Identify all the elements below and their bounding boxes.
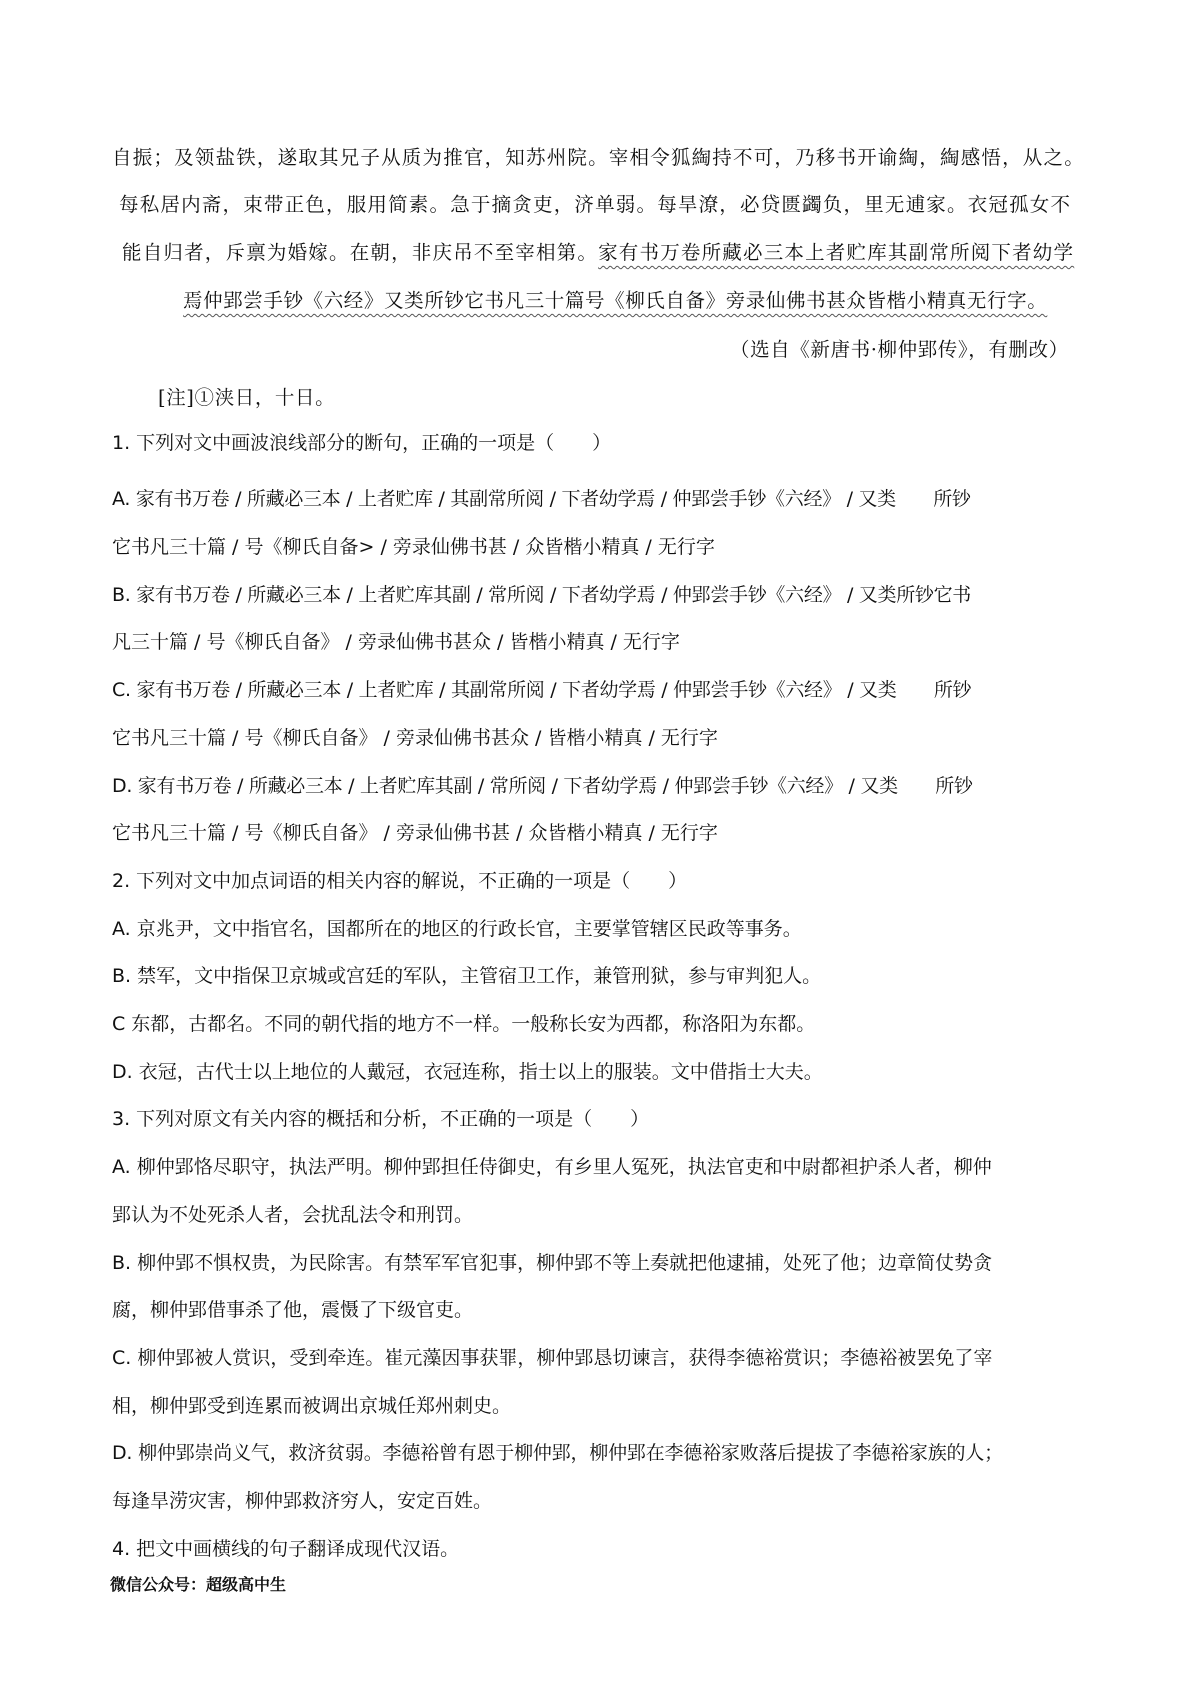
q2-option-a: A. 京兆尹，文中指官名，国都所在的地区的行政长官，主要掌管辖区民政等事务。 bbox=[112, 918, 802, 940]
q2-option-c: C 东都，古都名。不同的朝代指的地方不一样。一般称长安为西都，称洛阳为东都。 bbox=[112, 1013, 816, 1035]
q1-option-a-line1: A. 家有书万卷 / 所藏必三本 / 上者贮库 / 其副常所阅 / 下者幼学焉 / 仲郢尝手钞《六经》 / 又类 所钞 bbox=[112, 488, 971, 510]
q1-option-c-line2: 它书凡三十篇 / 号《柳氏自备》 / 旁录仙佛书甚众 / 皆楷小精真 / 无行字 bbox=[112, 727, 718, 749]
q3-option-a-line2: 郢认为不处死杀人者，会扰乱法令和刑罚。 bbox=[112, 1204, 474, 1226]
q3-option-b-line2: 腐，柳仲郢借事杀了他，震慑了下级官吏。 bbox=[112, 1299, 474, 1321]
q3-option-c-line1: C. 柳仲郢被人赏识，受到牵连。崔元藻因事获罪，柳仲郢恳切谏言，获得李德裕赏识；李德裕被罢免了宰 bbox=[112, 1347, 993, 1369]
q1-stem: 1. 下列对文中画波浪线部分的断句，正确的一项是（ ） bbox=[112, 432, 612, 454]
q1-option-b-line1: B. 家有书万卷 / 所藏必三本 / 上者贮库其副 / 常所阅 / 下者幼学焉 / 仲郢尝手钞《六经》 / 又类所钞它书 bbox=[112, 584, 971, 606]
q1-option-d-line1: D. 家有书万卷 / 所藏必三本 / 上者贮库其副 / 常所阅 / 下者幼学焉 / 仲郢尝手钞《六经》 / 又类 所钞 bbox=[112, 775, 973, 797]
q2-stem: 2. 下列对文中加点词语的相关内容的解说，不正确的一项是（ ） bbox=[112, 870, 688, 892]
q3-option-d-line2: 每逢旱涝灾害，柳仲郢救济穷人，安定百姓。 bbox=[112, 1490, 493, 1512]
wavy-underlined-text: 家有书万卷所藏必三本上者贮库其副常所阅下者幼学 bbox=[598, 241, 1075, 264]
q1-option-c-line1: C. 家有书万卷 / 所藏必三本 / 上者贮库 / 其副常所阅 / 下者幼学焉 / 仲郢尝手钞《六经》 / 又类 所钞 bbox=[112, 679, 972, 701]
q3-option-b-line1: B. 柳仲郢不惧权贵，为民除害。有禁军军官犯事，柳仲郢不等上奏就把他逮捕，处死了他；边章简仗势贪 bbox=[112, 1252, 993, 1274]
passage-line-3-plain: 能自归者，斥禀为婚嫁。在朝，非庆吊不至宰相第。 bbox=[122, 241, 599, 264]
q3-option-d-line1: D. 柳仲郢崇尚义气，救济贫弱。李德裕曾有恩于柳仲郢，柳仲郢在李德裕家败落后提拔了李德裕家族的人； bbox=[112, 1442, 1003, 1464]
q2-option-d: D. 衣冠，古代士以上地位的人戴冠，衣冠连称，指士以上的服装。文中借指士大夫。 bbox=[112, 1061, 823, 1083]
q1-option-b-line2: 凡三十篇 / 号《柳氏自备》 / 旁录仙佛书甚众 / 皆楷小精真 / 无行字 bbox=[112, 631, 680, 653]
passage-line-4-wavy: 焉仲郢尝手钞《六经》又类所钞它书凡三十篇号《柳氏自备》旁录仙佛书甚众皆楷小精真无行字。 bbox=[183, 289, 1048, 312]
passage-source: （选自《新唐书·柳仲郢传》，有删改） bbox=[730, 338, 1069, 361]
passage-line-2: 每私居内斋，束带正色，服用简素。急于摘贪吏，济单弱。每旱潦，必贷匮蠲负，里无逋家。衣冠孤女不 bbox=[119, 193, 1072, 216]
q3-option-c-line2: 相，柳仲郢受到连累而被调出京城任郑州刺史。 bbox=[112, 1395, 512, 1417]
passage-note: [注]①浃日，十日。 bbox=[158, 386, 336, 409]
passage-line-3 bbox=[122, 241, 1074, 265]
q4-stem: 4. 把文中画横线的句子翻译成现代汉语。 bbox=[112, 1538, 460, 1560]
q1-option-a-line2: 它书凡三十篇 / 号《柳氏自备> / 旁录仙佛书甚 / 众皆楷小精真 / 无行字 bbox=[112, 536, 715, 558]
q3-option-a-line1: A. 柳仲郢恪尽职守，执法严明。柳仲郢担任侍御史，有乡里人冤死，执法官吏和中尉都袒护杀人者，柳仲 bbox=[112, 1156, 992, 1178]
q1-option-d-line2: 它书凡三十篇 / 号《柳氏自备》 / 旁录仙佛书甚 / 众皆楷小精真 / 无行字 bbox=[112, 822, 718, 844]
passage-line-1: 自振；及领盐铁，遂取其兄子从质为推官，知苏州院。宰相令狐綯持不可，乃移书开谕綯，綯感悟，从之。 bbox=[112, 146, 1085, 169]
q3-stem: 3. 下列对原文有关内容的概括和分析，不正确的一项是（ ） bbox=[112, 1108, 650, 1130]
q2-option-b: B. 禁军，文中指保卫京城或宫廷的军队，主管宿卫工作，兼管刑狱，参与审判犯人。 bbox=[112, 965, 822, 987]
footer-wechat-label: 微信公众号：超级高中生 bbox=[110, 1575, 287, 1594]
